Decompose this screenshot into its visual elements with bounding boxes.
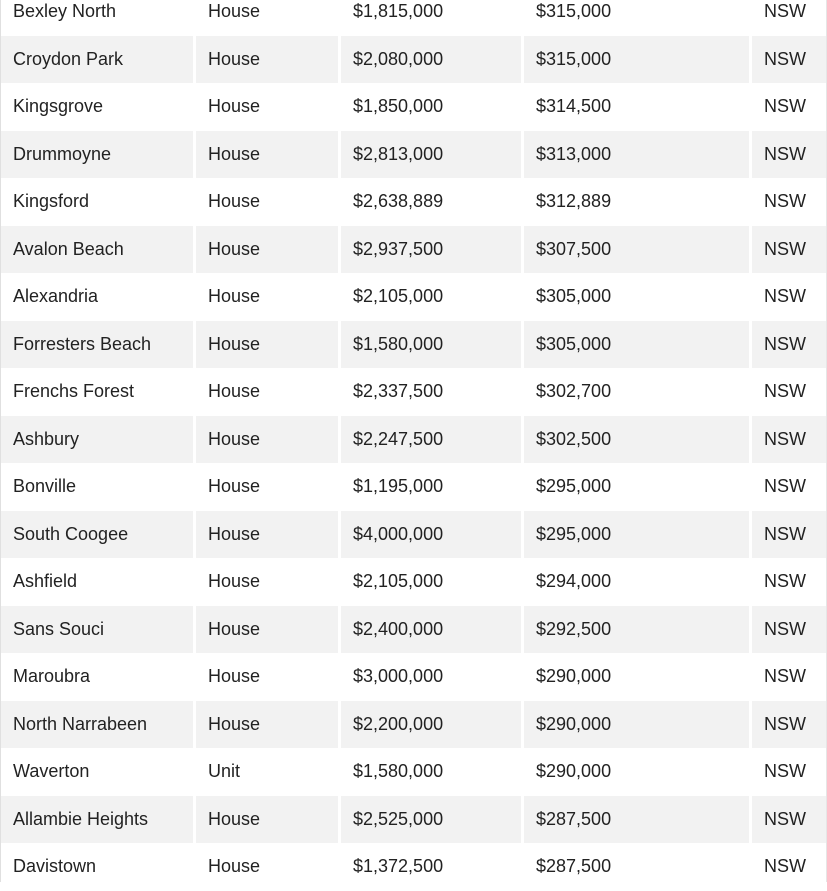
suburb-cell: Ashbury bbox=[1, 416, 193, 464]
suburb-cell: Bonville bbox=[1, 463, 193, 511]
property-type-cell: House bbox=[196, 796, 338, 844]
property-type-cell: Unit bbox=[196, 748, 338, 796]
median-price-cell: $2,400,000 bbox=[341, 606, 521, 654]
price-change-cell: $315,000 bbox=[524, 0, 749, 36]
median-price-cell: $1,815,000 bbox=[341, 0, 521, 36]
property-type-cell: House bbox=[196, 463, 338, 511]
state-cell: NSW bbox=[752, 416, 826, 464]
property-type-cell: House bbox=[196, 843, 338, 891]
table-row bbox=[1, 653, 826, 701]
suburb-cell: Sans Souci bbox=[1, 606, 193, 654]
table-row bbox=[1, 463, 826, 511]
price-change-cell: $294,000 bbox=[524, 558, 749, 606]
property-type-cell: House bbox=[196, 131, 338, 179]
median-price-cell: $4,000,000 bbox=[341, 511, 521, 559]
median-price-cell: $1,372,500 bbox=[341, 843, 521, 891]
price-change-cell: $290,000 bbox=[524, 653, 749, 701]
price-change-cell: $305,000 bbox=[524, 273, 749, 321]
property-type-cell: House bbox=[196, 368, 338, 416]
suburb-cell: Kingsford bbox=[1, 178, 193, 226]
suburb-cell: North Narrabeen bbox=[1, 701, 193, 749]
price-change-cell: $312,889 bbox=[524, 178, 749, 226]
suburb-cell: Forresters Beach bbox=[1, 321, 193, 369]
suburb-cell: Waverton bbox=[1, 748, 193, 796]
state-cell: NSW bbox=[752, 36, 826, 84]
suburb-cell: Avalon Beach bbox=[1, 226, 193, 274]
state-cell: NSW bbox=[752, 653, 826, 701]
price-change-cell: $302,700 bbox=[524, 368, 749, 416]
suburb-cell: Ashfield bbox=[1, 558, 193, 606]
property-type-cell: House bbox=[196, 0, 338, 36]
table-row bbox=[1, 416, 826, 464]
table-row bbox=[1, 748, 826, 796]
table-row bbox=[1, 226, 826, 274]
suburb-cell: Frenchs Forest bbox=[1, 368, 193, 416]
price-change-cell: $305,000 bbox=[524, 321, 749, 369]
property-type-cell: House bbox=[196, 83, 338, 131]
price-change-cell: $295,000 bbox=[524, 511, 749, 559]
property-type-cell: House bbox=[196, 178, 338, 226]
median-price-cell: $2,200,000 bbox=[341, 701, 521, 749]
median-price-cell: $1,850,000 bbox=[341, 83, 521, 131]
table-row bbox=[1, 368, 826, 416]
median-price-cell: $2,247,500 bbox=[341, 416, 521, 464]
state-cell: NSW bbox=[752, 843, 826, 891]
table-row bbox=[1, 701, 826, 749]
table-body bbox=[1, 0, 826, 891]
table-row bbox=[1, 0, 826, 36]
property-type-cell: House bbox=[196, 511, 338, 559]
property-type-cell: House bbox=[196, 416, 338, 464]
price-change-cell: $287,500 bbox=[524, 796, 749, 844]
property-type-cell: House bbox=[196, 701, 338, 749]
median-price-cell: $2,337,500 bbox=[341, 368, 521, 416]
property-type-cell: House bbox=[196, 321, 338, 369]
table-row bbox=[1, 83, 826, 131]
property-type-cell: House bbox=[196, 653, 338, 701]
median-price-cell: $2,105,000 bbox=[341, 558, 521, 606]
price-change-cell: $287,500 bbox=[524, 843, 749, 891]
median-price-cell: $1,580,000 bbox=[341, 321, 521, 369]
suburb-cell: Davistown bbox=[1, 843, 193, 891]
suburb-cell: Allambie Heights bbox=[1, 796, 193, 844]
median-price-cell: $2,638,889 bbox=[341, 178, 521, 226]
median-price-cell: $1,195,000 bbox=[341, 463, 521, 511]
suburb-cell: Croydon Park bbox=[1, 36, 193, 84]
price-change-cell: $315,000 bbox=[524, 36, 749, 84]
table-row bbox=[1, 796, 826, 844]
price-change-cell: $290,000 bbox=[524, 748, 749, 796]
price-change-cell: $314,500 bbox=[524, 83, 749, 131]
state-cell: NSW bbox=[752, 83, 826, 131]
median-price-cell: $2,937,500 bbox=[341, 226, 521, 274]
property-type-cell: House bbox=[196, 226, 338, 274]
suburb-cell: Drummoyne bbox=[1, 131, 193, 179]
suburb-price-table-container bbox=[1, 0, 826, 891]
state-cell: NSW bbox=[752, 368, 826, 416]
table-row bbox=[1, 131, 826, 179]
median-price-cell: $2,105,000 bbox=[341, 273, 521, 321]
table-row bbox=[1, 273, 826, 321]
state-cell: NSW bbox=[752, 463, 826, 511]
price-change-cell: $313,000 bbox=[524, 131, 749, 179]
table-row bbox=[1, 178, 826, 226]
state-cell: NSW bbox=[752, 131, 826, 179]
table-row bbox=[1, 558, 826, 606]
state-cell: NSW bbox=[752, 226, 826, 274]
state-cell: NSW bbox=[752, 511, 826, 559]
property-type-cell: House bbox=[196, 273, 338, 321]
property-type-cell: House bbox=[196, 606, 338, 654]
state-cell: NSW bbox=[752, 748, 826, 796]
suburb-cell: Maroubra bbox=[1, 653, 193, 701]
property-type-cell: House bbox=[196, 36, 338, 84]
table-row bbox=[1, 606, 826, 654]
suburb-cell: Alexandria bbox=[1, 273, 193, 321]
median-price-cell: $2,080,000 bbox=[341, 36, 521, 84]
state-cell: NSW bbox=[752, 178, 826, 226]
price-change-cell: $307,500 bbox=[524, 226, 749, 274]
median-price-cell: $2,813,000 bbox=[341, 131, 521, 179]
suburb-cell: South Coogee bbox=[1, 511, 193, 559]
price-change-cell: $295,000 bbox=[524, 463, 749, 511]
suburb-cell: Bexley North bbox=[1, 0, 193, 36]
state-cell: NSW bbox=[752, 0, 826, 36]
price-change-cell: $290,000 bbox=[524, 701, 749, 749]
median-price-cell: $3,000,000 bbox=[341, 653, 521, 701]
price-change-cell: $292,500 bbox=[524, 606, 749, 654]
state-cell: NSW bbox=[752, 321, 826, 369]
table-row bbox=[1, 321, 826, 369]
median-price-cell: $1,580,000 bbox=[341, 748, 521, 796]
table-row bbox=[1, 511, 826, 559]
state-cell: NSW bbox=[752, 558, 826, 606]
property-type-cell: House bbox=[196, 558, 338, 606]
table-row bbox=[1, 36, 826, 84]
state-cell: NSW bbox=[752, 273, 826, 321]
state-cell: NSW bbox=[752, 606, 826, 654]
table-row bbox=[1, 843, 826, 891]
state-cell: NSW bbox=[752, 701, 826, 749]
price-change-cell: $302,500 bbox=[524, 416, 749, 464]
suburb-cell: Kingsgrove bbox=[1, 83, 193, 131]
median-price-cell: $2,525,000 bbox=[341, 796, 521, 844]
state-cell: NSW bbox=[752, 796, 826, 844]
